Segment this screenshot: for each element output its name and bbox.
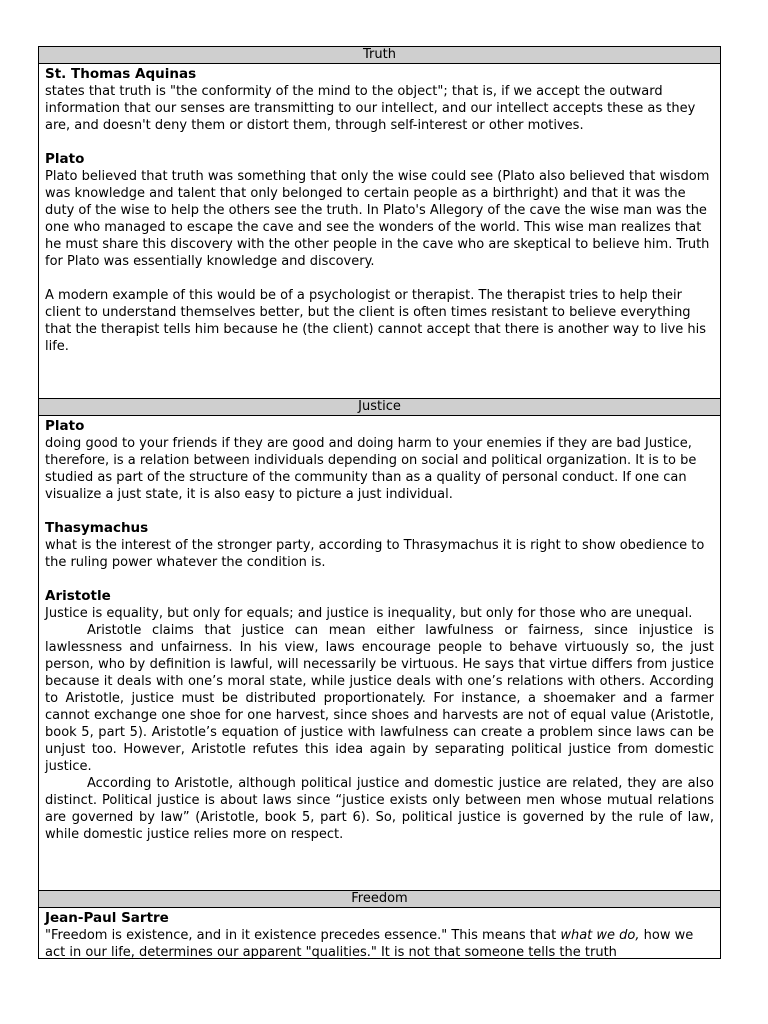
- justice-header: Justice: [39, 399, 720, 416]
- truth-plato-name: Plato: [45, 151, 85, 167]
- aristotle-paragraph-2: According to Aristotle, although political justice and domestic justice are related, they are also distinct. Political justice is about laws since “justice exists only between men whose mutual relations are governed by law” (Aristotle, book 5, part 6). So, political justice is governed by the rule of law, while domestic justice relies more on respect.: [45, 776, 714, 842]
- truth-section: [38, 46, 721, 398]
- page-cut-line: [38, 958, 721, 959]
- thrasymachus-name: Thasymachus: [45, 520, 149, 536]
- freedom-header: Freedom: [39, 891, 720, 908]
- freedom-body: [39, 908, 720, 958]
- freedom-section: [38, 890, 721, 958]
- aristotle-paragraph-1: Aristotle claims that justice can mean either lawfulness or fairness, since injustice is lawlessness and unfairness. In his view, laws encourage people to behave virtuously so, the just person, who by definition is lawful, will necessarily be virtuous. He says that virtue differs from justice because it deals with one’s moral state, while justice deals with one’s relations with others. According to Aristotle, justice must be distributed proportionately. For instance, a shoemaker and a farmer cannot exchange one shoe for one harvest, since shoes and harvests are not of equal value (Aristotle, book 5, part 5). Aristotle’s equation of justice with lawfulness can create a problem since laws can be unjust too. However, Aristotle refutes this idea again by separating political justice from domestic justice.: [45, 623, 714, 774]
- sartre-name: Jean-Paul Sartre: [45, 910, 169, 926]
- justice-plato-text: doing good to your friends if they are good and doing harm to your enemies if they are bad Justice, therefore, is a relation between individuals depending on social and political organization. It is to be studied as part of the structure of the community than as a quality of personal conduct. If one can visualize a just state, it is also easy to picture a just individual.: [45, 436, 697, 502]
- justice-section: [38, 398, 721, 890]
- aquinas-name: St. Thomas Aquinas: [45, 66, 197, 82]
- thrasymachus-text: what is the interest of the stronger party, according to Thrasymachus it is right to show obedience to the ruling power whatever the condition is.: [45, 538, 705, 570]
- aristotle-name: Aristotle: [45, 588, 111, 604]
- sartre-text-a: "Freedom is existence, and in it existence precedes essence." This means that: [45, 928, 561, 943]
- sartre-text-b: how we act in our life, determines our apparent "qualities." It is not that someone tells the truth: [45, 928, 694, 958]
- truth-body: [39, 64, 720, 398]
- document-table: [38, 46, 721, 958]
- sartre-text-emphasis: what we do,: [560, 928, 640, 943]
- justice-plato-name: Plato: [45, 418, 85, 434]
- truth-header: Truth: [39, 47, 720, 64]
- justice-body: [39, 416, 720, 890]
- truth-plato-text: Plato believed that truth was something that only the wise could see (Plato also believed that wisdom was knowledge and talent that only belonged to certain people as a birthright) and that it was the duty of the wise to help the others see the truth. In Plato's Allegory of the cave the wise man was the one who managed to escape the cave and see the wonders of the world. This wise man realizes that he must share this discovery with the other people in the cave who are skeptical to believe him. Truth for Plato was essentially knowledge and discovery.: [45, 169, 710, 269]
- aristotle-intro: Justice is equality, but only for equals; and justice is inequality, but only for those who are unequal.: [45, 606, 693, 621]
- truth-modern-text: A modern example of this would be of a psychologist or therapist. The therapist tries to help their client to understand themselves better, but the client is often times resistant to believe everything that the therapist tells him because he (the client) cannot accept that there is another way to live his life.: [45, 288, 707, 354]
- aquinas-text: states that truth is "the conformity of the mind to the object"; that is, if we accept the outward information that our senses are transmitting to our intellect, and our intellect accepts these as they are, and doesn't deny them or distort them, through self-interest or other motives.: [45, 84, 696, 133]
- sartre-text: [45, 927, 714, 958]
